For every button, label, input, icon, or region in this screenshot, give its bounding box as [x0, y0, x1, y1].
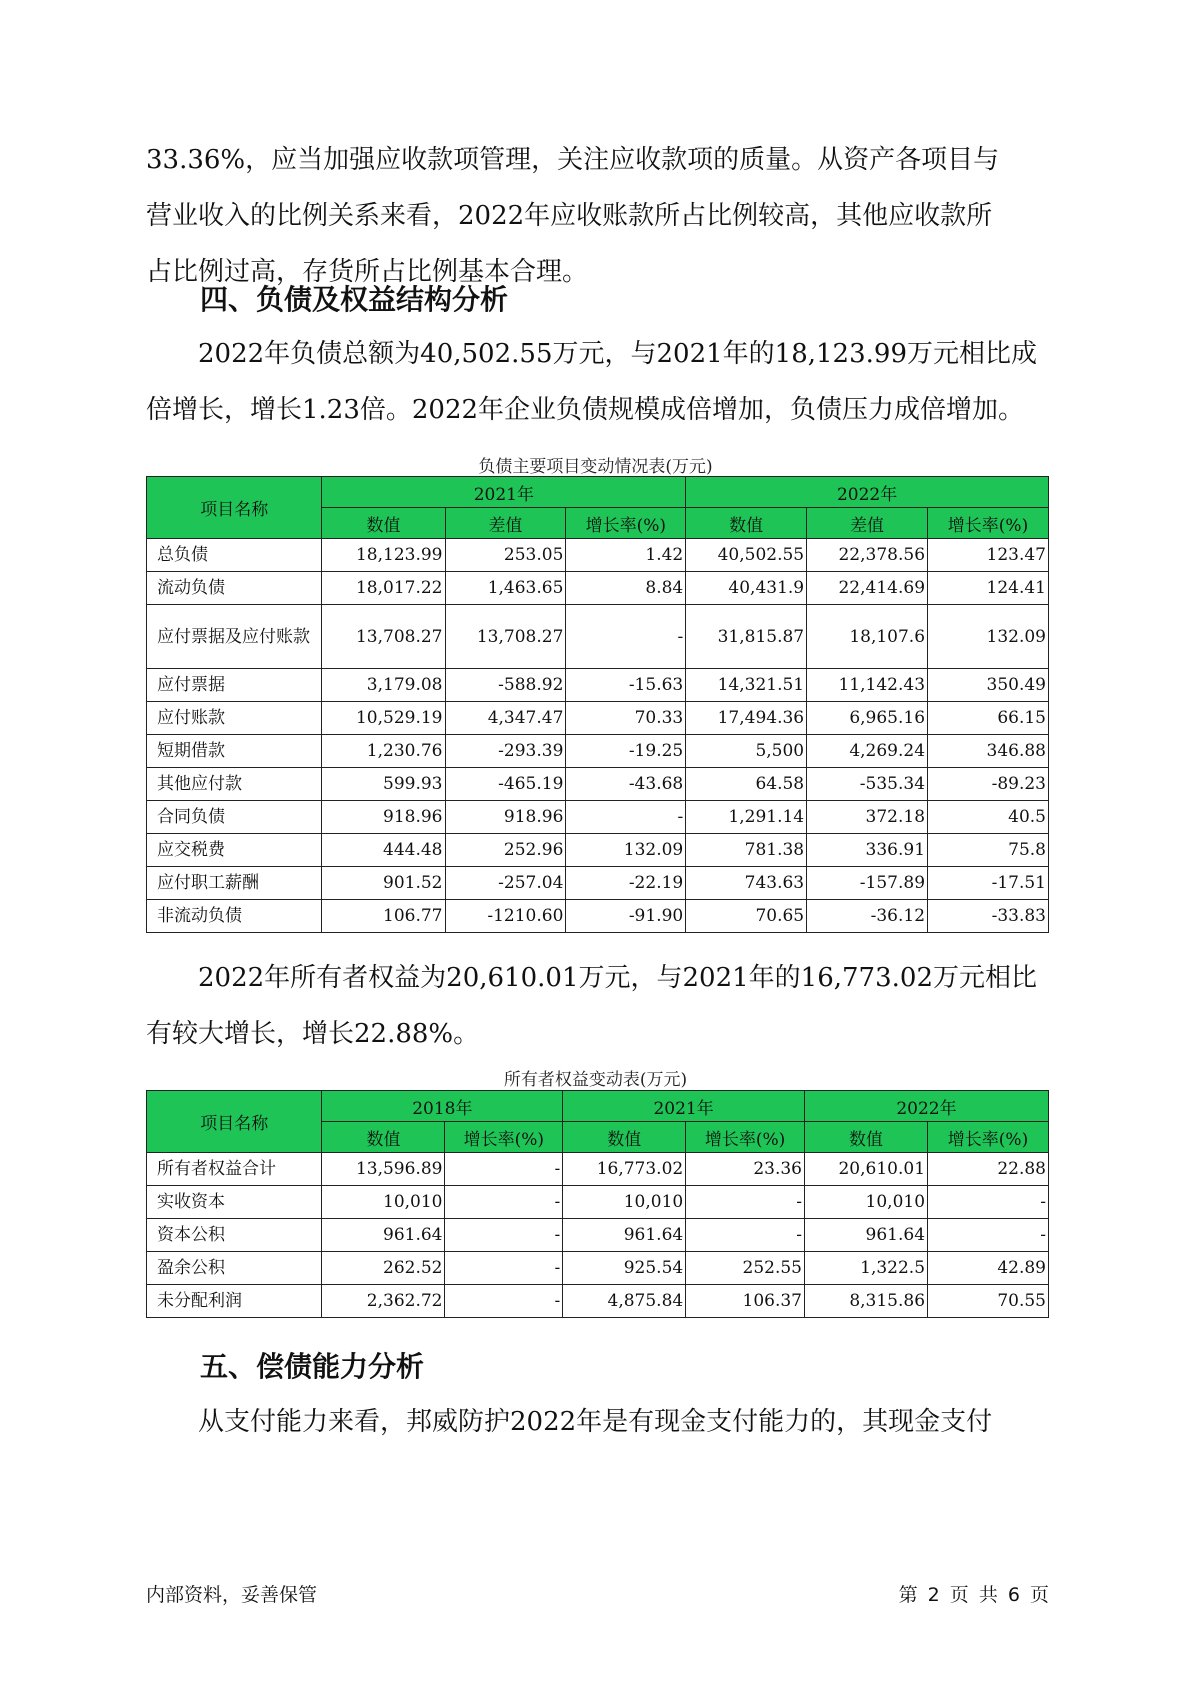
liability-line-1: 2022年负债总额为40,502.55万元，与2021年的18,123.99万元相比成 — [198, 339, 1037, 369]
table-cell: 13,596.89 — [322, 1153, 445, 1186]
table-cell: -19.25 — [566, 735, 686, 768]
table-cell: 4,875.84 — [563, 1285, 686, 1318]
row-label: 流动负债 — [147, 572, 322, 605]
table-cell: 18,107.6 — [807, 605, 928, 669]
table-cell: 252.55 — [686, 1252, 805, 1285]
row-label: 应付账款 — [147, 702, 322, 735]
table-cell: 70.65 — [686, 900, 807, 933]
table-cell: 64.58 — [686, 768, 807, 801]
sub-header: 数值 — [322, 508, 445, 539]
sub-header: 增长率(%) — [928, 508, 1049, 539]
table-cell: - — [686, 1219, 805, 1252]
table-cell: 13,708.27 — [445, 605, 566, 669]
table-cell: - — [445, 1219, 563, 1252]
table-cell: 8.84 — [566, 572, 686, 605]
year-header-2021: 2021年 — [563, 1091, 805, 1122]
table-cell: 925.54 — [563, 1252, 686, 1285]
table-cell: 66.15 — [928, 702, 1049, 735]
table-cell: - — [686, 1186, 805, 1219]
table-cell: 918.96 — [322, 801, 445, 834]
table-cell: 8,315.86 — [804, 1285, 927, 1318]
table-cell: 70.33 — [566, 702, 686, 735]
table-cell: 5,500 — [686, 735, 807, 768]
sub-header: 数值 — [322, 1122, 445, 1153]
row-label: 应付票据及应付账款 — [147, 605, 322, 669]
table-cell: -33.83 — [928, 900, 1049, 933]
liability-table-caption: 负债主要项目变动情况表(万元) — [478, 457, 713, 477]
row-label: 其他应付款 — [147, 768, 322, 801]
section-5-heading: 五、偿债能力分析 — [200, 1350, 425, 1383]
equity-table-caption: 所有者权益变动表(万元) — [503, 1070, 688, 1090]
table-cell: - — [566, 605, 686, 669]
table-cell: - — [445, 1252, 563, 1285]
table-cell: 22,414.69 — [807, 572, 928, 605]
table-row — [147, 900, 1049, 933]
table-cell: 444.48 — [322, 834, 445, 867]
liability-table — [146, 476, 1049, 933]
footer-page-number: 第 2 页 共 6 页 — [898, 1584, 1049, 1606]
table-row — [147, 669, 1049, 702]
table-cell: - — [928, 1219, 1049, 1252]
table-cell: -293.39 — [445, 735, 566, 768]
liability-line-2: 倍增长，增长1.23倍。2022年企业负债规模成倍增加，负债压力成倍增加。 — [146, 395, 1025, 425]
table-cell: 106.37 — [686, 1285, 805, 1318]
table-cell: 70.55 — [928, 1285, 1049, 1318]
row-label: 所有者权益合计 — [147, 1153, 322, 1186]
table-cell: 3,179.08 — [322, 669, 445, 702]
table-cell: 22.88 — [928, 1153, 1049, 1186]
equity-line-2: 有较大增长，增长22.88%。 — [146, 1019, 480, 1049]
table-cell: 40.5 — [928, 801, 1049, 834]
row-label: 应交税费 — [147, 834, 322, 867]
table-row — [147, 735, 1049, 768]
table-cell: 22,378.56 — [807, 539, 928, 572]
table-row — [147, 1252, 1049, 1285]
table-cell: - — [445, 1153, 563, 1186]
table-cell: 781.38 — [686, 834, 807, 867]
table-row — [147, 1219, 1049, 1252]
table-cell: 23.36 — [686, 1153, 805, 1186]
table-cell: 123.47 — [928, 539, 1049, 572]
table-cell: -22.19 — [566, 867, 686, 900]
table-cell: 1,463.65 — [445, 572, 566, 605]
col-project-name: 项目名称 — [147, 1091, 322, 1153]
section-4-heading: 四、负债及权益结构分析 — [200, 283, 509, 316]
year-header-2018: 2018年 — [322, 1091, 563, 1122]
year-header-2022: 2022年 — [686, 477, 1049, 508]
table-cell: 20,610.01 — [804, 1153, 927, 1186]
table-cell: 40,502.55 — [686, 539, 807, 572]
table-cell: 31,815.87 — [686, 605, 807, 669]
row-label: 应付职工薪酬 — [147, 867, 322, 900]
table-cell: 124.41 — [928, 572, 1049, 605]
table-cell: 17,494.36 — [686, 702, 807, 735]
table-cell: 1,322.5 — [804, 1252, 927, 1285]
table-cell: 901.52 — [322, 867, 445, 900]
table-cell: 132.09 — [928, 605, 1049, 669]
sub-header: 增长率(%) — [928, 1122, 1049, 1153]
table-row — [147, 768, 1049, 801]
table-cell: 6,965.16 — [807, 702, 928, 735]
table-cell: 16,773.02 — [563, 1153, 686, 1186]
table-cell: 253.05 — [445, 539, 566, 572]
sub-header: 增长率(%) — [445, 1122, 563, 1153]
year-header-2022: 2022年 — [804, 1091, 1048, 1122]
table-cell: - — [928, 1186, 1049, 1219]
table-cell: -36.12 — [807, 900, 928, 933]
table-cell: 42.89 — [928, 1252, 1049, 1285]
solvency-paragraph — [146, 1394, 1046, 1450]
sub-header: 差值 — [807, 508, 928, 539]
table-cell: - — [445, 1186, 563, 1219]
table-row — [147, 605, 1049, 669]
table-cell: -588.92 — [445, 669, 566, 702]
table-cell: 10,529.19 — [322, 702, 445, 735]
row-label: 资本公积 — [147, 1219, 322, 1252]
table-cell: 372.18 — [807, 801, 928, 834]
intro-paragraph — [146, 132, 1046, 300]
table-cell: - — [566, 801, 686, 834]
sub-header: 增长率(%) — [566, 508, 686, 539]
table-cell: 132.09 — [566, 834, 686, 867]
table-cell: -535.34 — [807, 768, 928, 801]
row-label: 应付票据 — [147, 669, 322, 702]
table-cell: 350.49 — [928, 669, 1049, 702]
row-label: 非流动负债 — [147, 900, 322, 933]
table-cell: - — [445, 1285, 563, 1318]
equity-line-1: 2022年所有者权益为20,610.01万元，与2021年的16,773.02万元相比 — [198, 963, 1037, 993]
table-cell: 4,269.24 — [807, 735, 928, 768]
table-cell: 918.96 — [445, 801, 566, 834]
table-cell: 346.88 — [928, 735, 1049, 768]
equity-table — [146, 1090, 1049, 1318]
table-cell: -157.89 — [807, 867, 928, 900]
intro-line-2: 营业收入的比例关系来看，2022年应收账款所占比例较高，其他应收款所 — [146, 201, 993, 231]
row-label: 盈余公积 — [147, 1252, 322, 1285]
table-cell: 13,708.27 — [322, 605, 445, 669]
footer-confidential-note: 内部资料，妥善保管 — [146, 1584, 318, 1606]
intro-line-1: 33.36%，应当加强应收款项管理，关注应收款项的质量。从资产各项目与 — [146, 145, 1000, 175]
sub-header: 数值 — [686, 508, 807, 539]
table-cell: 18,123.99 — [322, 539, 445, 572]
col-project-name: 项目名称 — [147, 477, 322, 539]
table-row — [147, 1186, 1049, 1219]
table-row — [147, 867, 1049, 900]
table-cell: 1,230.76 — [322, 735, 445, 768]
table-cell: 75.8 — [928, 834, 1049, 867]
table-cell: -1210.60 — [445, 900, 566, 933]
table-cell: 10,010 — [804, 1186, 927, 1219]
table-cell: 11,142.43 — [807, 669, 928, 702]
table-row — [147, 539, 1049, 572]
sub-header: 数值 — [804, 1122, 927, 1153]
table-row — [147, 1285, 1049, 1318]
table-cell: 4,347.47 — [445, 702, 566, 735]
table-cell: 262.52 — [322, 1252, 445, 1285]
table-row — [147, 801, 1049, 834]
table-cell: -15.63 — [566, 669, 686, 702]
table-cell: 743.63 — [686, 867, 807, 900]
table-cell: 40,431.9 — [686, 572, 807, 605]
table-cell: 336.91 — [807, 834, 928, 867]
row-label: 未分配利润 — [147, 1285, 322, 1318]
solvency-line-1: 从支付能力来看，邦威防护2022年是有现金支付能力的，其现金支付 — [198, 1407, 993, 1437]
table-row — [147, 702, 1049, 735]
table-row — [147, 834, 1049, 867]
table-cell: 10,010 — [563, 1186, 686, 1219]
table-cell: 252.96 — [445, 834, 566, 867]
equity-paragraph — [146, 950, 1046, 1062]
table-cell: 599.93 — [322, 768, 445, 801]
table-cell: 1.42 — [566, 539, 686, 572]
table-cell: -465.19 — [445, 768, 566, 801]
row-label: 实收资本 — [147, 1186, 322, 1219]
table-cell: 961.64 — [563, 1219, 686, 1252]
table-row — [147, 572, 1049, 605]
table-cell: 106.77 — [322, 900, 445, 933]
table-cell: 2,362.72 — [322, 1285, 445, 1318]
table-cell: 1,291.14 — [686, 801, 807, 834]
table-cell: 10,010 — [322, 1186, 445, 1219]
table-cell: 961.64 — [322, 1219, 445, 1252]
year-header-2021: 2021年 — [322, 477, 686, 508]
table-cell: 14,321.51 — [686, 669, 807, 702]
table-cell: 18,017.22 — [322, 572, 445, 605]
intro-line-3: 占比例过高，存货所占比例基本合理。 — [146, 257, 589, 287]
sub-header: 数值 — [563, 1122, 686, 1153]
table-cell: -91.90 — [566, 900, 686, 933]
table-cell: 961.64 — [804, 1219, 927, 1252]
sub-header: 增长率(%) — [686, 1122, 805, 1153]
table-cell: -43.68 — [566, 768, 686, 801]
row-label: 短期借款 — [147, 735, 322, 768]
row-label: 总负债 — [147, 539, 322, 572]
table-cell: -257.04 — [445, 867, 566, 900]
sub-header: 差值 — [445, 508, 566, 539]
row-label: 合同负债 — [147, 801, 322, 834]
table-cell: -17.51 — [928, 867, 1049, 900]
table-row — [147, 1153, 1049, 1186]
liability-paragraph — [146, 326, 1046, 438]
table-cell: -89.23 — [928, 768, 1049, 801]
